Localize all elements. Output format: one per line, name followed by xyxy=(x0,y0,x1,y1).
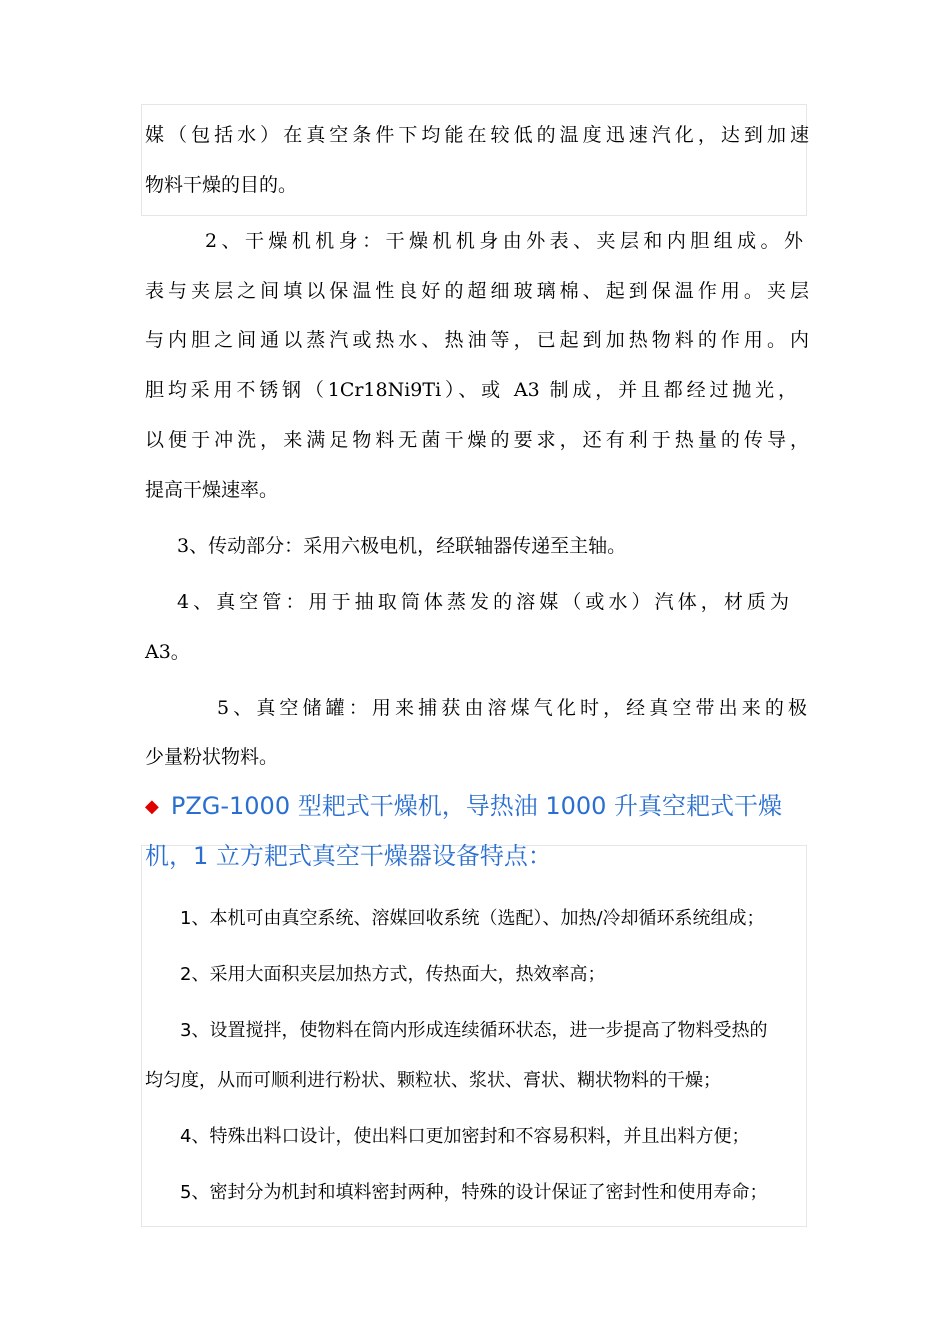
paragraph-line: 以便于冲洗，来满足物料无菌干燥的要求，还有利于热量的传导， xyxy=(145,429,809,451)
paragraph-line: 2、干燥机机身：干燥机机身由外表、夹层和内胆组成。外 xyxy=(205,230,803,252)
paragraph-line: 物料干燥的目的。 xyxy=(145,174,298,196)
paragraph-line: 3、传动部分：采用六极电机，经联轴器传递至主轴。 xyxy=(177,535,627,557)
section-heading-cont xyxy=(145,840,809,872)
paragraph-line: 5、真空储罐：用来捕获由溶煤气化时，经真空带出来的极 xyxy=(217,697,807,719)
paragraph-line: 与内胆之间通以蒸汽或热水、热油等，已起到加热物料的作用。内 xyxy=(145,329,809,351)
feature-item: 均匀度，从而可顺利进行粉状、颗粒状、浆状、膏状、糊状物料的干燥； xyxy=(145,1070,721,1091)
top-text-frame xyxy=(141,104,807,216)
feature-item: 4、特殊出料口设计，使出料口更加密封和不容易积料，并且出料方便； xyxy=(180,1126,750,1147)
paragraph-line: 提高干燥速率。 xyxy=(145,479,279,501)
paragraph-line: 4、真空管：用于抽取筒体蒸发的溶媒（或水）汽体，材质为 xyxy=(177,591,789,613)
section-heading xyxy=(145,790,809,823)
paragraph-line: 表与夹层之间填以保温性良好的超细玻璃棉、起到保温作用。夹层 xyxy=(145,280,809,302)
feature-item: 5、密封分为机封和填料密封两种，特殊的设计保证了密封性和使用寿命； xyxy=(180,1182,768,1203)
paragraph-line: 少量粉状物料。 xyxy=(145,746,279,768)
feature-item: 1、本机可由真空系统、溶媒回收系统（选配）、加热/冷却循环系统组成； xyxy=(180,908,765,929)
feature-item: 2、采用大面积夹层加热方式，传热面大，热效率高； xyxy=(180,964,606,985)
heading-line-1: PZG-1000 型耙式干燥机，导热油 1000 升真空耙式干燥 xyxy=(170,792,783,820)
heading-line-2: 机，1 立方耙式真空干燥器设备特点： xyxy=(145,842,552,870)
paragraph-line: 胆均采用不锈钢（1Cr18Ni9Ti）、或 A3 制成，并且都经过抛光， xyxy=(145,379,797,401)
feature-item: 3、设置搅拌，使物料在筒内形成连续循环状态，进一步提高了物料受热的 xyxy=(180,1020,768,1041)
paragraph-line: A3。 xyxy=(145,641,190,663)
paragraph-line: 媒（包括水）在真空条件下均能在较低的温度迅速汽化，达到加速 xyxy=(145,124,809,146)
diamond-bullet-icon: ◆ xyxy=(145,796,159,817)
